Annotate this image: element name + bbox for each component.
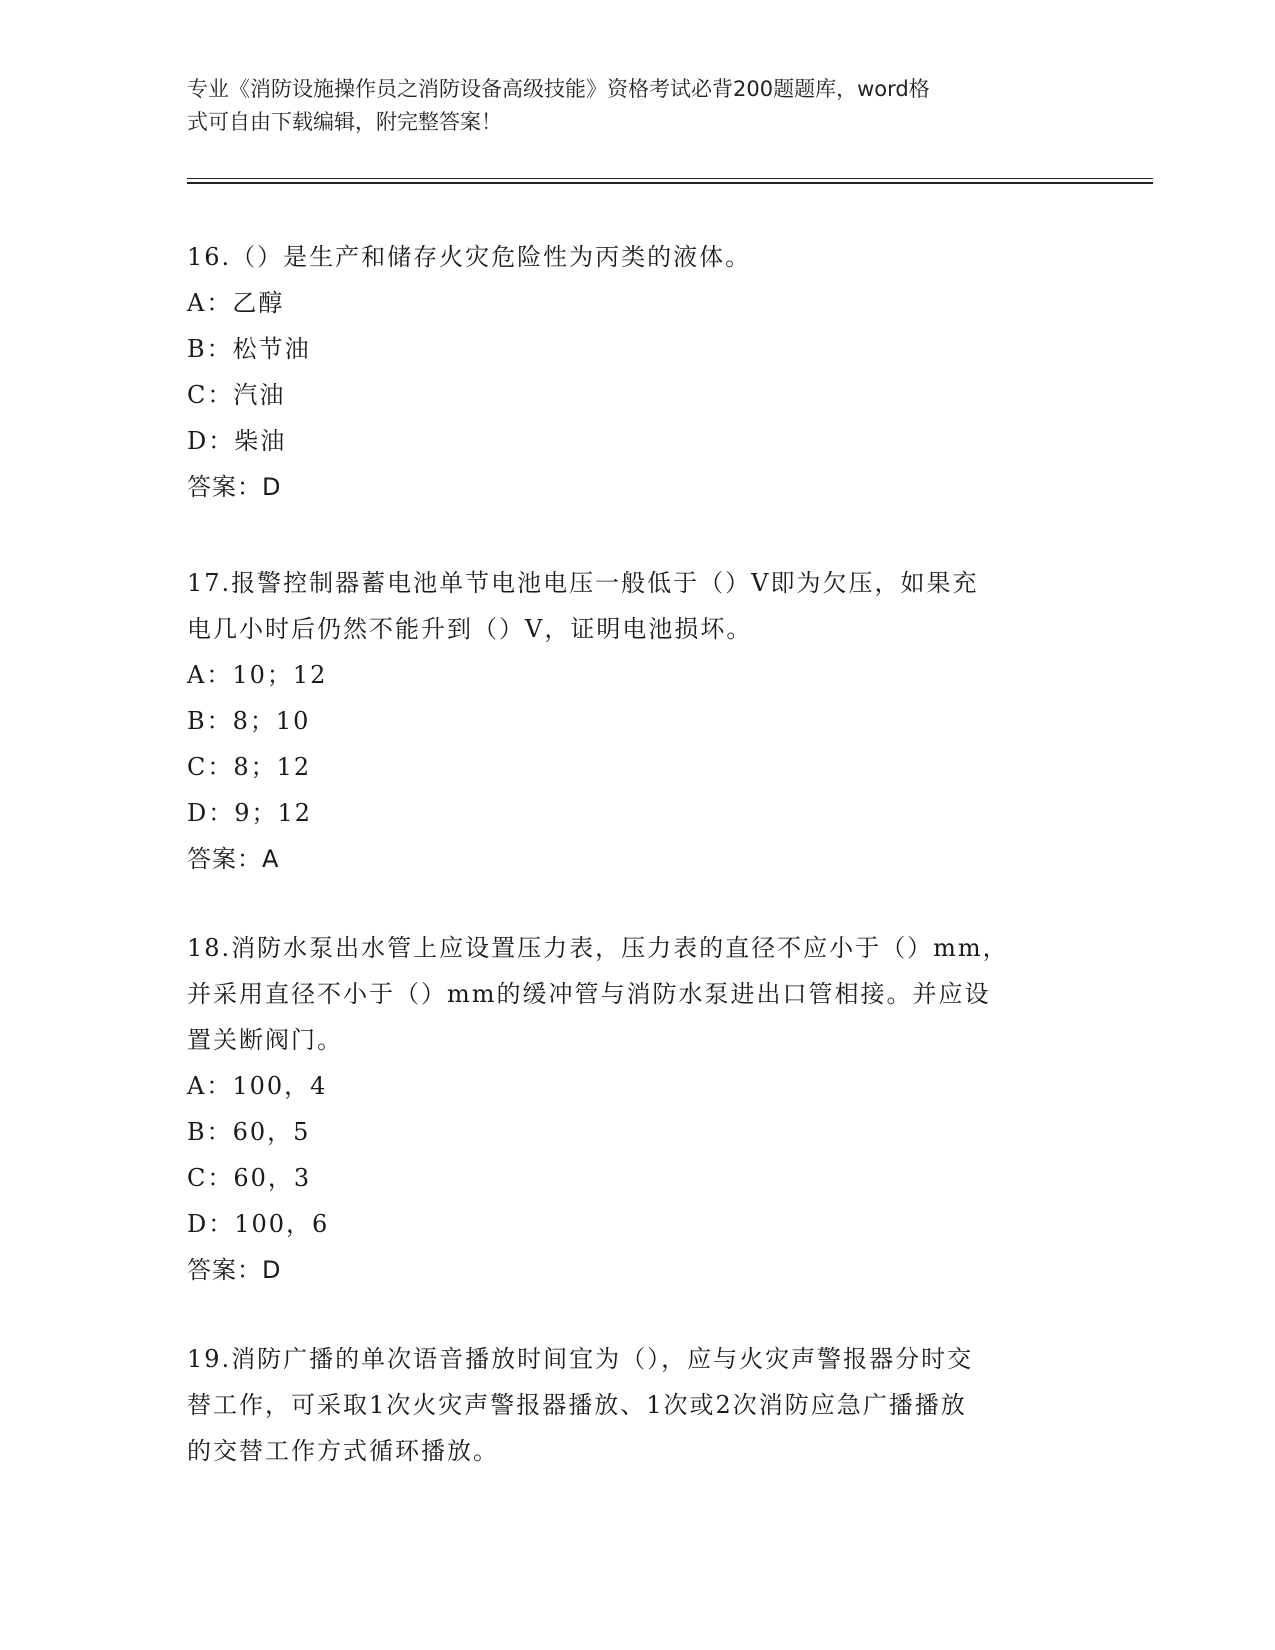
option-d: D：柴油 [187,427,287,455]
option-c: C：60，3 [187,1164,312,1192]
question-stem-line-1: 19.消防广播的单次语音播放时间宜为（），应与火灾声警报器分时交 [187,1345,974,1373]
option-a: A：10；12 [187,661,328,689]
question-stem-line-2: 并采用直径不小于（）mm的缓冲管与消防水泵进出口管相接。并应设 [187,980,991,1008]
question-stem-line-2: 电几小时后仍然不能升到（）V，证明电池损坏。 [187,615,753,643]
question-18 [187,925,1087,1293]
header-divider-thick [187,182,1153,184]
document-header [187,73,1067,139]
question-stem: 16.（）是生产和储存火灾危险性为丙类的液体。 [187,243,752,271]
option-c: C：8；12 [187,753,312,781]
option-d: D：100，6 [187,1210,330,1238]
option-b: B：8；10 [187,707,311,735]
question-stem-line-1: 17.报警控制器蓄电池单节电池电压一般低于（）V即为欠压，如果充 [187,569,979,597]
question-stem-line-3: 的交替工作方式循环播放。 [187,1437,499,1465]
question-19 [187,1336,1087,1474]
option-c: C：汽油 [187,381,286,409]
question-16 [187,234,1087,510]
answer: 答案：A [187,845,280,873]
option-d: D：9；12 [187,799,313,827]
option-a: A：100，4 [187,1072,328,1100]
option-b: B：松节油 [187,335,311,363]
question-stem-line-3: 置关断阀门。 [187,1026,343,1054]
header-line-1: 专业《消防设施操作员之消防设备高级技能》资格考试必背200题题库，word格 [187,77,930,101]
option-a: A：乙醇 [187,289,285,317]
option-b: B：60，5 [187,1118,311,1146]
header-line-2: 式可自由下载编辑，附完整答案！ [187,110,502,134]
header-divider-thin [187,178,1153,179]
answer: 答案：D [187,1256,282,1284]
question-stem-line-1: 18.消防水泵出水管上应设置压力表，压力表的直径不应小于（）mm， [187,934,1009,962]
question-17 [187,560,1087,882]
question-stem-line-2: 替工作，可采取1次火灾声警报器播放、1次或2次消防应急广播播放 [187,1391,967,1419]
answer: 答案：D [187,473,282,501]
